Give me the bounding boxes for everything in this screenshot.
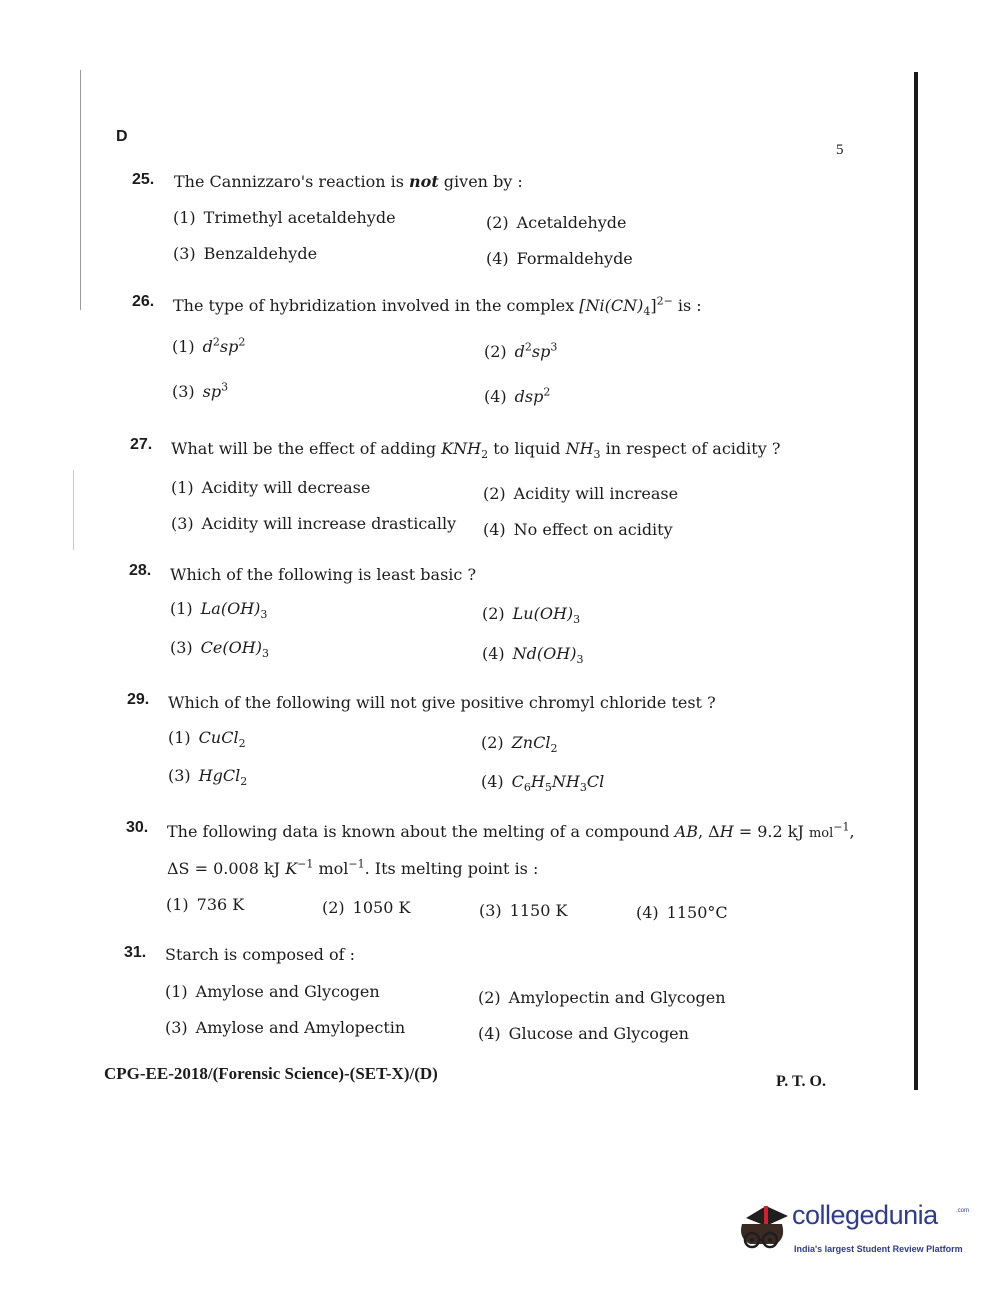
option-4: (4) dsp$^2$ (484, 385, 551, 406)
question-text: The type of hybridization involved in the complex $[Ni(CN)_4]^{2-}$ is : (173, 294, 702, 319)
option-1: (1) Acidity will decrease (171, 478, 371, 497)
option-1: (1) $d^2sp^2$ (172, 335, 246, 356)
option-2: (2) $Lu(OH)_3$ (482, 604, 581, 627)
question-text: Which of the following will not give positive chromyl chloride test ? (168, 693, 716, 712)
page-turn-note: P. T. O. (776, 1073, 826, 1090)
question-text: Which of the following is least basic ? (170, 565, 477, 584)
option-2: (2) Acetaldehyde (486, 213, 627, 232)
option-2: (2) ZnCl$_2$ (481, 733, 558, 756)
option-4: (4) $Nd(OH)_3$ (482, 644, 584, 667)
option-4: (4) No effect on acidity (483, 520, 673, 539)
exam-code: CPG-EE-2018/(Forensic Science)-(SET-X)/(D) (104, 1064, 438, 1083)
logo-wordmark: collegedunia (792, 1200, 938, 1230)
collegedunia-logo (736, 1196, 970, 1262)
option-4: (4) Formaldehyde (486, 249, 633, 268)
question-text: The Cannizzaro's reaction is not given by : (174, 172, 523, 191)
scan-edge-line (73, 470, 74, 550)
option-3: (3) HgCl$_2$ (168, 766, 248, 789)
question-number: 31. (124, 944, 147, 961)
option-2: (2) 1050 K (322, 898, 411, 917)
option-1: (1) 736 K (166, 895, 245, 914)
option-2: (2) $d^2sp^3$ (484, 340, 558, 361)
option-3: (3) 1150 K (479, 901, 568, 920)
page-number: 5 (836, 142, 844, 158)
option-1: (1) $La(OH)_3$ (170, 599, 268, 622)
option-1: (1) CuCl$_2$ (168, 728, 246, 751)
option-4: (4) Glucose and Glycogen (478, 1024, 689, 1043)
option-1: (1) Amylose and Glycogen (165, 982, 380, 1001)
question-number: 27. (130, 436, 153, 453)
question-text: What will be the effect of adding $KNH_2$ to liquid $NH_3$ in respect of acidity ? (171, 439, 781, 462)
question-text: Starch is composed of : (165, 945, 356, 964)
mascot-icon (736, 1198, 792, 1256)
series-letter: D (116, 128, 128, 145)
question-number: 25. (132, 171, 155, 188)
question-number: 29. (127, 691, 150, 708)
question-number: 30. (126, 819, 149, 836)
option-3: (3) $sp^3$ (172, 380, 229, 401)
option-4: (4) 1150°C (636, 903, 728, 922)
scan-edge-line (80, 70, 81, 310)
scan-edge-bar (914, 72, 918, 1090)
question-number: 28. (129, 562, 152, 579)
question-text-line-1: The following data is known about the melting of a compound AB, ΔH = 9.2 kJ mol$^{-1}$, (167, 820, 855, 841)
logo-tagline: India's largest Student Review Platform (794, 1244, 963, 1254)
option-4: (4) $C_6H_5NH_3Cl$ (481, 772, 605, 795)
option-3: (3) Benzaldehyde (173, 244, 318, 263)
option-1: (1) Trimethyl acetaldehyde (173, 208, 396, 227)
question-number: 26. (132, 293, 155, 310)
option-2: (2) Acidity will increase (483, 484, 679, 503)
option-3: (3) Amylose and Amylopectin (165, 1018, 406, 1037)
option-3: (3) Acidity will increase drastically (171, 514, 457, 533)
option-3: (3) $Ce(OH)_3$ (170, 638, 269, 661)
question-text-line-2: ΔS = 0.008 kJ $K^{-1}$ mol$^{-1}$. Its melting point is : (167, 857, 539, 878)
option-2: (2) Amylopectin and Glycogen (478, 988, 726, 1007)
logo-com: .com (956, 1208, 970, 1214)
